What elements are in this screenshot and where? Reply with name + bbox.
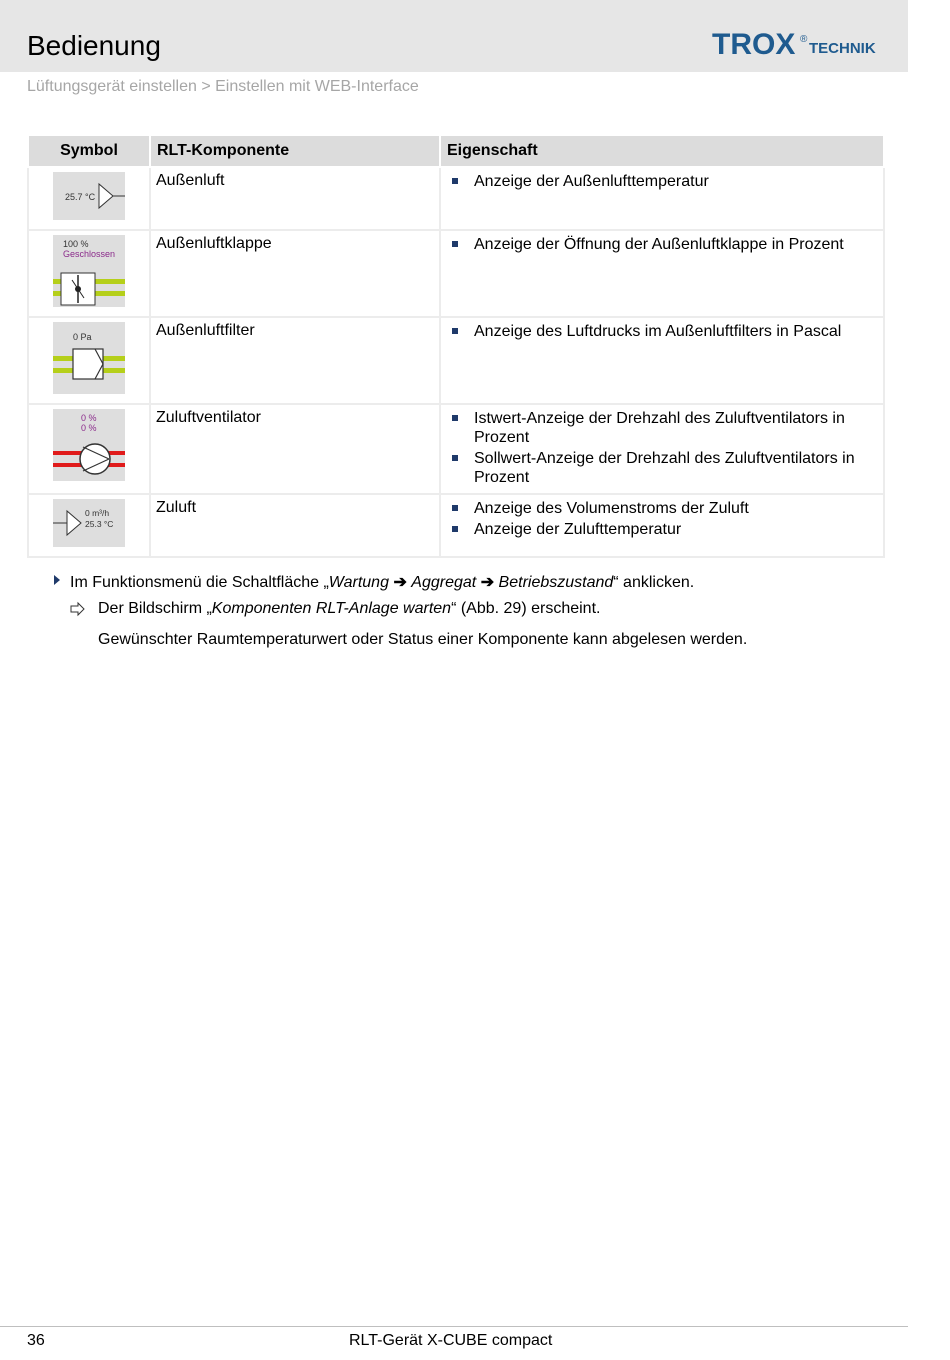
table-row bbox=[28, 317, 884, 404]
property-item: Anzeige der Öffnung der Außenluftklappe in Prozent bbox=[446, 235, 878, 254]
component-name: Zuluft bbox=[150, 494, 440, 557]
damper-icon bbox=[53, 235, 125, 307]
arrow-icon: ➔ bbox=[393, 574, 407, 591]
supply-air-sensor-icon bbox=[53, 499, 125, 547]
svg-text:0 Pa: 0 Pa bbox=[73, 332, 92, 342]
table-header-row bbox=[28, 135, 884, 167]
svg-text:0 %: 0 % bbox=[81, 423, 97, 433]
breadcrumb: Lüftungsgerät einstellen > Einstellen mit WEB-Interface bbox=[27, 78, 419, 95]
symbol-cell bbox=[28, 167, 150, 230]
component-table bbox=[27, 134, 885, 558]
svg-text:TECHNIK: TECHNIK bbox=[809, 40, 876, 57]
svg-text:0 m³/h: 0 m³/h bbox=[85, 508, 110, 518]
outdoor-air-sensor-icon bbox=[53, 172, 125, 220]
component-name: Außenluftklappe bbox=[150, 230, 440, 317]
table-row bbox=[28, 404, 884, 494]
symbol-cell bbox=[28, 317, 150, 404]
page-title: Bedienung bbox=[27, 30, 161, 61]
result-arrow-icon bbox=[70, 600, 86, 618]
page-number: 36 bbox=[27, 1332, 45, 1349]
column-header-component: RLT-Komponente bbox=[150, 135, 440, 167]
note-text: Gewünschter Raumtemperaturwert oder Status einer Komponente kann abgelesen werden. bbox=[98, 631, 748, 648]
svg-text:0 %: 0 % bbox=[81, 413, 97, 423]
svg-text:100 %: 100 % bbox=[63, 239, 89, 249]
result-text: Der Bildschirm „Komponenten RLT-Anlage warten“ (Abb. 29) erscheint. bbox=[98, 600, 601, 617]
bullet-icon bbox=[452, 505, 458, 511]
svg-text:Geschlossen: Geschlossen bbox=[63, 249, 116, 259]
filter-icon bbox=[53, 322, 125, 394]
property-cell bbox=[440, 230, 884, 317]
property-item: Anzeige der Zulufttemperatur bbox=[446, 520, 878, 539]
property-item: Anzeige des Luftdrucks im Außenluftfilters in Pascal bbox=[446, 322, 878, 341]
property-item: Anzeige des Volumenstroms der Zuluft bbox=[446, 499, 878, 518]
instruction-text: Im Funktionsmenü die Schaltfläche „Wartung ➔ Aggregat ➔ Betriebszustand“ anklicken. bbox=[70, 574, 695, 591]
footer-divider bbox=[0, 1326, 908, 1327]
property-cell bbox=[440, 494, 884, 557]
trox-logo bbox=[712, 28, 902, 60]
arrow-icon: ➔ bbox=[480, 574, 495, 591]
component-name: Außenluft bbox=[150, 167, 440, 230]
bullet-icon bbox=[452, 455, 458, 461]
property-item: Anzeige der Außenlufttemperatur bbox=[446, 172, 878, 191]
property-cell bbox=[440, 404, 884, 494]
bullet-icon bbox=[452, 328, 458, 334]
component-name: Außenluftfilter bbox=[150, 317, 440, 404]
svg-text:TROX: TROX bbox=[712, 28, 796, 60]
document-name: RLT-Gerät X-CUBE compact bbox=[349, 1332, 553, 1349]
property-cell bbox=[440, 167, 884, 230]
table-row bbox=[28, 167, 884, 230]
property-cell bbox=[440, 317, 884, 404]
symbol-cell bbox=[28, 404, 150, 494]
column-header-symbol: Symbol bbox=[28, 135, 150, 167]
symbol-cell bbox=[28, 494, 150, 557]
table-row bbox=[28, 230, 884, 317]
fan-icon bbox=[53, 409, 125, 481]
column-header-property: Eigenschaft bbox=[440, 135, 884, 167]
property-item: Sollwert-Anzeige der Drehzahl des Zuluftventilators in Prozent bbox=[446, 449, 878, 487]
bullet-icon bbox=[452, 415, 458, 421]
bullet-icon bbox=[452, 178, 458, 184]
table-row bbox=[28, 494, 884, 557]
svg-text:25.3 °C: 25.3 °C bbox=[85, 519, 114, 529]
property-item: Istwert-Anzeige der Drehzahl des Zuluftventilators in Prozent bbox=[446, 409, 878, 447]
bullet-icon bbox=[452, 241, 458, 247]
symbol-cell bbox=[28, 230, 150, 317]
svg-text:®: ® bbox=[800, 34, 808, 45]
component-name: Zuluftventilator bbox=[150, 404, 440, 494]
bullet-icon bbox=[452, 526, 458, 532]
step-triangle-icon bbox=[54, 575, 60, 585]
svg-text:25.7 °C: 25.7 °C bbox=[65, 192, 96, 202]
